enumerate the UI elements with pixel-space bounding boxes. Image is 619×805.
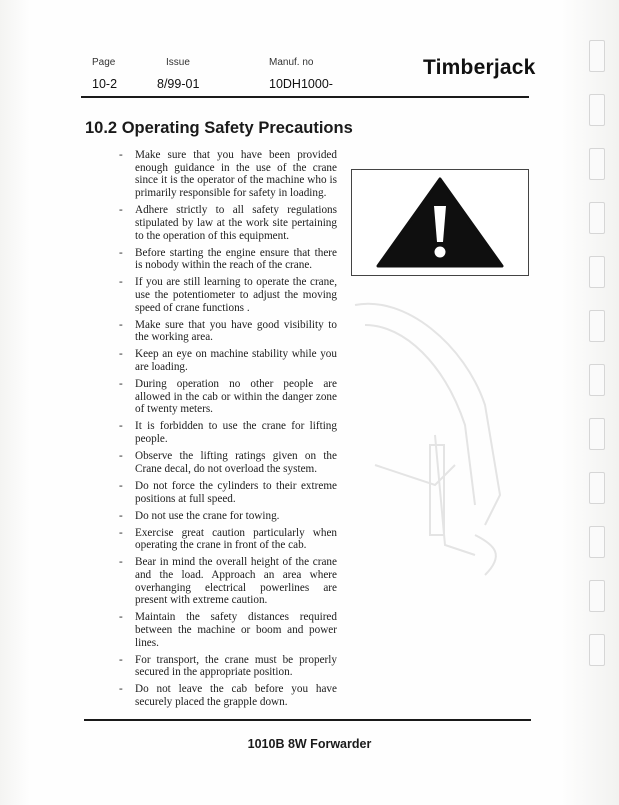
precaution-text: Keep an eye on machine stability while you are loading.: [135, 348, 337, 374]
precaution-text: It is forbidden to use the crane for lifting people.: [135, 420, 337, 446]
precaution-item: [119, 378, 337, 416]
precaution-item: [119, 450, 337, 475]
list-dash: -: [119, 276, 123, 289]
warning-triangle-icon: [375, 176, 505, 268]
precaution-text: During operation no other people are allowed in the cab or within the danger zone of twenty meters.: [135, 378, 337, 416]
precautions-list: [119, 149, 337, 713]
list-dash: -: [119, 378, 123, 391]
issue-label: Issue: [166, 57, 190, 68]
precaution-item: [119, 611, 337, 649]
precaution-item: [119, 348, 337, 373]
precaution-text: Make sure that you have good visibility to the working area.: [135, 318, 337, 344]
precaution-item: [119, 149, 337, 200]
precaution-item: [119, 420, 337, 445]
precaution-item: [119, 654, 337, 679]
binder-holes: [589, 40, 605, 688]
precaution-text: If you are still learning to operate the crane, use the potentiometer to adjust the moving speed of crane functions .: [135, 276, 337, 314]
list-dash: -: [119, 479, 123, 492]
precaution-text: For transport, the crane must be properly secured in the appropriate position.: [135, 653, 337, 679]
header-rule: [81, 96, 529, 98]
section-title: 10.2 Operating Safety Precautions: [85, 119, 353, 137]
list-dash: -: [119, 149, 123, 161]
manuf-label: Manuf. no: [269, 57, 314, 68]
footer-title: 1010B 8W Forwarder: [247, 737, 372, 751]
issue-date: 8/99-01: [157, 77, 200, 91]
list-dash: -: [119, 556, 123, 569]
precaution-item: [119, 510, 337, 523]
list-dash: -: [119, 420, 123, 433]
list-dash: -: [119, 204, 123, 217]
crane-illustration-faint: [335, 285, 525, 585]
precaution-text: Do not force the cylinders to their extreme positions at full speed.: [135, 479, 337, 505]
precaution-item: [119, 319, 337, 344]
warning-box: [351, 169, 529, 276]
precaution-text: Do not use the crane for towing.: [135, 509, 280, 522]
precaution-item: [119, 683, 337, 708]
precaution-text: Exercise great caution particularly when operating the crane in front of the cab.: [135, 526, 337, 552]
precaution-text: Make sure that you have been provided enough guidance in the use of the crane since it is the operator of the machine who is primarily responsible for safety in loading.: [135, 149, 337, 200]
brand-logo: Timberjack: [423, 56, 536, 79]
precaution-item: [119, 204, 337, 242]
list-dash: -: [119, 611, 123, 624]
list-dash: -: [119, 450, 123, 463]
precaution-text: Do not leave the cab before you have securely placed the grapple down.: [135, 683, 337, 709]
list-dash: -: [119, 653, 123, 666]
list-dash: -: [119, 246, 123, 259]
footer-rule: [84, 719, 531, 721]
precaution-text: Observe the lifting ratings given on the Crane decal, do not overload the system.: [135, 450, 337, 475]
manuf-number: 10DH1000-: [269, 77, 333, 91]
page-label: Page: [92, 57, 116, 68]
precaution-item: [119, 480, 337, 505]
bleed-through-heading: [358, 118, 363, 138]
precaution-text: Maintain the safety distances required between the machine or boom and power lines.: [135, 611, 337, 649]
page-number: 10-2: [92, 77, 118, 91]
precaution-item: [119, 276, 337, 314]
precaution-text: Bear in mind the overall height of the crane and the load. Approach an area where overhanging electrical powerlines are present with extreme caution.: [135, 556, 337, 607]
precaution-item: [119, 556, 337, 607]
precaution-item: [119, 527, 337, 552]
list-dash: -: [119, 683, 123, 696]
list-dash: -: [119, 348, 123, 361]
precaution-text: Adhere strictly to all safety regulations stipulated by law at the work site pertaining to the operation of this equipment.: [135, 204, 337, 242]
list-dash: -: [119, 526, 123, 539]
list-dash: -: [119, 318, 123, 331]
precaution-text: Before starting the engine ensure that there is nobody within the reach of the crane.: [135, 246, 337, 272]
list-dash: -: [119, 509, 123, 522]
precaution-item: [119, 247, 337, 272]
